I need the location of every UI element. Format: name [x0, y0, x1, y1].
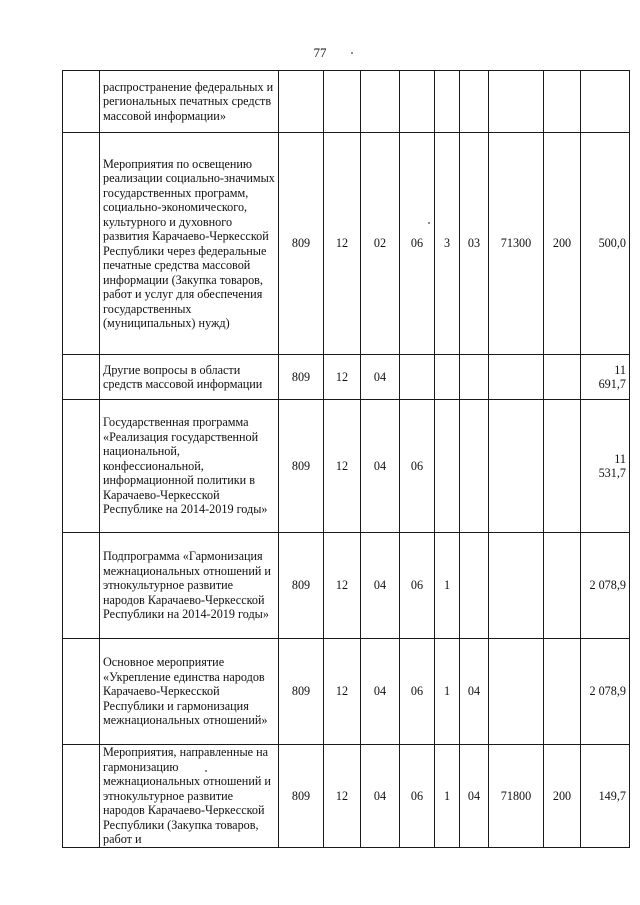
expense-type-cell: 200 — [544, 745, 581, 848]
budget-table — [62, 70, 630, 848]
amount-cell — [581, 71, 630, 133]
subprogram-code-cell: 1 — [435, 745, 460, 848]
expense-type-cell: 200 — [544, 133, 581, 355]
direction-code-cell: 71300 — [489, 133, 544, 355]
table-row — [63, 133, 630, 355]
scan-speck — [205, 770, 207, 772]
expense-type-cell — [544, 639, 581, 745]
row-index-cell — [63, 533, 100, 639]
section-code-cell — [324, 71, 361, 133]
scan-speck — [428, 222, 430, 224]
table-row — [63, 745, 630, 848]
table-row — [63, 533, 630, 639]
description-cell: Мероприятия, направленные на гармонизацию межнациональных отношений и этнокультурное развитие народов Карачаево-Черкесской Республики (Закупка товаров, работ и — [100, 745, 279, 848]
description-cell: Государственная программа «Реализация государственной национальной, конфессиональной, информационной политики в Карачаево-Черкесской Республике на 2014-2019 годы» — [100, 400, 279, 533]
amount-cell: 500,0 — [581, 133, 630, 355]
admin-code-cell: 809 — [279, 533, 324, 639]
subsection-code-cell: 04 — [361, 745, 400, 848]
amount-cell: 11 531,7 — [581, 400, 630, 533]
expense-type-cell — [544, 71, 581, 133]
subprogram-code-cell: 1 — [435, 639, 460, 745]
activity-code-cell: 04 — [460, 745, 489, 848]
row-index-cell — [63, 133, 100, 355]
program-code-cell: 06 — [400, 745, 435, 848]
activity-code-cell — [460, 400, 489, 533]
program-code-cell: 06 — [400, 133, 435, 355]
activity-code-cell: 03 — [460, 133, 489, 355]
amount-cell: 2 078,9 — [581, 639, 630, 745]
expense-type-cell — [544, 533, 581, 639]
expense-type-cell — [544, 400, 581, 533]
subsection-code-cell: 04 — [361, 355, 400, 400]
subprogram-code-cell: 1 — [435, 533, 460, 639]
row-index-cell — [63, 639, 100, 745]
description-cell: Подпрограмма «Гармонизация межнациональных отношений и этнокультурное развитие народов Карачаево-Черкесской Республики на 2014-2019 годы» — [100, 533, 279, 639]
direction-code-cell — [489, 639, 544, 745]
section-code-cell: 12 — [324, 745, 361, 848]
direction-code-cell — [489, 400, 544, 533]
table-row — [63, 639, 630, 745]
subprogram-code-cell — [435, 71, 460, 133]
activity-code-cell: 04 — [460, 639, 489, 745]
subprogram-code-cell — [435, 355, 460, 400]
table-row — [63, 355, 630, 400]
page-number: 77 — [313, 45, 327, 60]
table-row — [63, 400, 630, 533]
budget-table-body — [63, 71, 630, 848]
direction-code-cell — [489, 71, 544, 133]
table-row — [63, 71, 630, 133]
direction-code-cell — [489, 533, 544, 639]
activity-code-cell — [460, 355, 489, 400]
subprogram-code-cell — [435, 400, 460, 533]
subsection-code-cell — [361, 71, 400, 133]
program-code-cell: 06 — [400, 400, 435, 533]
direction-code-cell: 71800 — [489, 745, 544, 848]
admin-code-cell: 809 — [279, 745, 324, 848]
admin-code-cell: 809 — [279, 400, 324, 533]
admin-code-cell: 809 — [279, 639, 324, 745]
activity-code-cell — [460, 533, 489, 639]
description-cell: Основное мероприятие «Укрепление единства народов Карачаево-Черкесской Республики и гармонизация межнациональных отношений» — [100, 639, 279, 745]
section-code-cell: 12 — [324, 355, 361, 400]
subsection-code-cell: 04 — [361, 639, 400, 745]
activity-code-cell — [460, 71, 489, 133]
row-index-cell — [63, 355, 100, 400]
section-code-cell: 12 — [324, 133, 361, 355]
description-cell: Другие вопросы в области средств массовой информации — [100, 355, 279, 400]
subsection-code-cell: 02 — [361, 133, 400, 355]
description-cell: распространение федеральных и региональных печатных средств массовой информации» — [100, 71, 279, 133]
amount-cell: 149,7 — [581, 745, 630, 848]
admin-code-cell: 809 — [279, 133, 324, 355]
subsection-code-cell: 04 — [361, 533, 400, 639]
amount-cell: 11 691,7 — [581, 355, 630, 400]
direction-code-cell — [489, 355, 544, 400]
program-code-cell: 06 — [400, 533, 435, 639]
row-index-cell — [63, 745, 100, 848]
subprogram-code-cell: 3 — [435, 133, 460, 355]
description-cell: Мероприятия по освещению реализации социально-значимых государственных программ, социально-экономического, культурного и духовного развития Карачаево-Черкесской Республики через федеральные печатные средства массовой информации (Закупка товаров, работ и услуг для обеспечения государственных (муниципальных) нужд) — [100, 133, 279, 355]
admin-code-cell: 809 — [279, 355, 324, 400]
section-code-cell: 12 — [324, 533, 361, 639]
expense-type-cell — [544, 355, 581, 400]
program-code-cell — [400, 71, 435, 133]
subsection-code-cell: 04 — [361, 400, 400, 533]
section-code-cell: 12 — [324, 400, 361, 533]
admin-code-cell — [279, 71, 324, 133]
row-index-cell — [63, 71, 100, 133]
program-code-cell — [400, 355, 435, 400]
row-index-cell — [63, 400, 100, 533]
amount-cell: 2 078,9 — [581, 533, 630, 639]
section-code-cell: 12 — [324, 639, 361, 745]
scan-speck — [351, 52, 353, 54]
program-code-cell: 06 — [400, 639, 435, 745]
